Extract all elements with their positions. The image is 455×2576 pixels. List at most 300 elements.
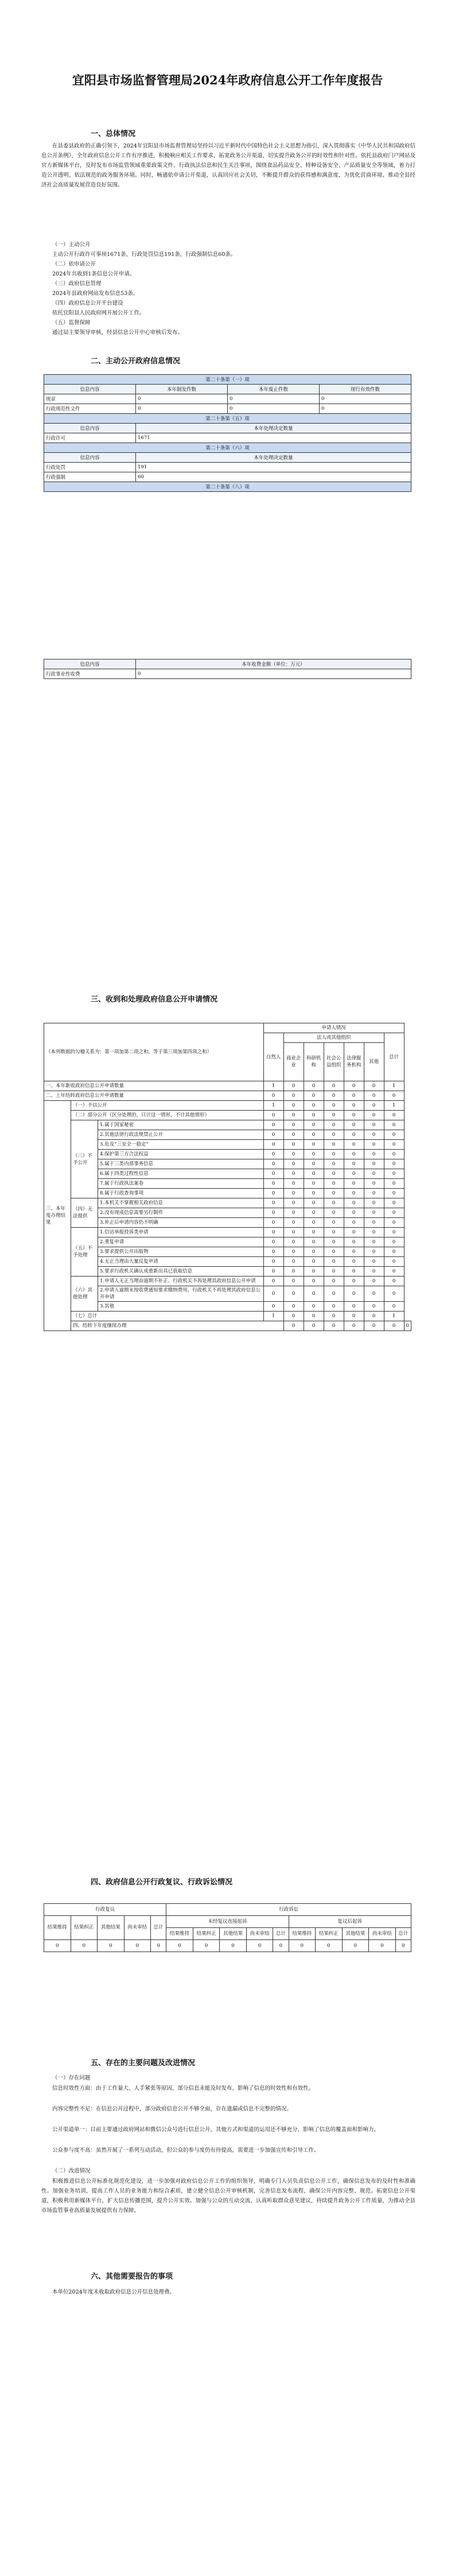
table-row [44,1101,411,1111]
cell: 0 [324,1189,344,1198]
cell: 0 [283,1302,304,1312]
band-item-8: 第二十条第（八）项 [44,482,411,492]
cell: 0 [304,1179,324,1189]
table-row [44,1140,411,1150]
cell: 0 [283,1159,304,1169]
cell: 0 [151,1940,166,1952]
cell: 191 [136,463,411,472]
row-label: 3.其他 [98,1302,264,1312]
overview-item: 2024年县政府网站发布信息53条。 [52,290,139,297]
cell: 0 [124,1940,151,1952]
table-row [44,404,411,414]
cell: 0 [283,1321,304,1331]
table-row [44,472,411,482]
table-row [44,1267,411,1277]
col-header: 本年处理决定数量 [136,424,411,433]
cell: 0 [304,1218,324,1228]
cell: 0 [304,1169,324,1179]
cell: 0 [384,1247,404,1257]
cell: 0 [263,1267,283,1277]
table-row [44,1169,411,1179]
cell: 规章 [44,394,136,404]
cell: 0 [344,1091,364,1101]
row-label: 3.危及“三安全一稳定” [98,1140,264,1150]
cell: 0 [304,1208,324,1218]
cell: 1 [384,1101,404,1111]
row-label: 四、结转下年度继续办理 [71,1321,284,1331]
improvement-paragraph: 积极推进信息公开标准化规范化建设，进一步加强对政府信息公开工作的组织领导，明确专门人员负责信息公开工作，确保信息发布的及时性和准确性。加强业务培训，提高工作人员的业务能力和综合素质，建立健全信息公开审核机制，完善信息发布流程，确保公开内容完整、规范。拓宽信息公开渠道，积极利用新媒体平台，扩大信息传播范围，提升公开实效。加强与公众的互动交流，认真听取群众意见建议，持续提升政务公开工作质量，为推动全县市场监管事业高质量发展提供有力保障。 [41,2178,415,2214]
col-header: 结果维持 [44,1916,71,1940]
problem-paragraph: 公开渠道单一：目前主要通过政府网站和微信公众号进行信息公开，其他方式和渠道的运用还不够充分，影响了信息的覆盖面和影响力。 [52,2127,380,2133]
row-label: 一、本年新收政府信息公开申请数量 [44,1081,264,1091]
cell: 0 [283,1257,304,1267]
cell: 0 [283,1140,304,1150]
cell: 0 [384,1228,404,1237]
table-row [44,463,411,472]
cell: 0 [369,1940,396,1952]
cell: 0 [344,1198,364,1208]
cell: 0 [304,1237,324,1247]
cell: 0 [324,1257,344,1267]
cell: 0 [273,1940,289,1952]
row-label: 2.没有现成信息需要另行制作 [98,1208,264,1218]
cell: 0 [283,1228,304,1237]
cell: 0 [228,394,320,404]
cell: 0 [136,669,411,679]
cell: 0 [304,1228,324,1237]
cell: 0 [364,1286,384,1302]
col-header: 信息内容 [44,453,136,463]
cell: 0 [324,1198,344,1208]
cell: 0 [283,1312,304,1321]
row-label: 6.属于四类过程性信息 [98,1169,264,1179]
cell: 0 [344,1321,364,1331]
row-label: （二）部分公开（区分处理的，只计这一情形，不计其他情形） [71,1111,264,1120]
col-header: 结果纠正 [316,1928,343,1940]
cell: 0 [344,1277,364,1286]
cell: 0 [364,1257,384,1267]
cell: 0 [344,1237,364,1247]
table-row [44,1247,411,1257]
cell: 0 [344,1267,364,1277]
cell: 1671 [136,433,411,443]
cell: 1 [263,1081,283,1091]
cell: 0 [304,1111,324,1120]
section-4-heading: 四、政府信息公开行政复议、行政诉讼情况 [91,1878,233,1887]
cell: 行政事业性收费 [44,669,136,679]
cell: 1 [384,1312,404,1321]
cell: 0 [304,1267,324,1277]
cell: 0 [384,1140,404,1150]
col-header: 信息内容 [44,385,136,394]
cell: 0 [364,1179,384,1189]
col-header: 总计 [151,1916,166,1940]
cell: 0 [263,1130,283,1140]
cell: 0 [263,1159,283,1169]
col-header: 结果纠正 [71,1916,98,1940]
cell: 0 [364,1198,384,1208]
table-row [44,1189,411,1198]
cell: 0 [364,1247,384,1257]
cell: 0 [344,1169,364,1179]
col-header: 本年制发件数 [136,385,228,394]
cell: 0 [324,1130,344,1140]
cell: 0 [263,1111,283,1120]
problem-paragraph: 信息时效性方面：由于工作量大、人手紧张等原因，部分信息未能及时发布，影响了信息的时效性和有效性。 [52,2085,314,2092]
cell: 0 [283,1189,304,1198]
row-label: 5.要求行政机关确认或重新出具已获取信息 [98,1267,264,1277]
col-header: 总计 [273,1928,289,1940]
cell: 0 [283,1130,304,1140]
col-header: 其他结果 [220,1928,247,1940]
cell: 0 [263,1286,283,1302]
cell: 1 [384,1081,404,1091]
band-item-5: 第二十条第（五）项 [44,414,411,424]
col-header: 结果维持 [166,1928,193,1940]
cell: 0 [304,1302,324,1312]
cell: 0 [364,1189,384,1198]
col-header: 信息内容 [44,424,136,433]
cell: 0 [263,1169,283,1179]
overview-item: （五）监督保障 [52,320,91,326]
cell: 0 [364,1159,384,1169]
row-label: 8.属于行政查询事项 [98,1189,264,1198]
cell: 0 [283,1179,304,1189]
cell: 0 [283,1091,304,1101]
col-header: 本年废止件数 [228,385,320,394]
cell: 1 [263,1101,283,1111]
cell: 0 [283,1150,304,1159]
cell: 0 [304,1312,324,1321]
cell: 0 [364,1302,384,1312]
cell: 0 [304,1198,324,1208]
cell: 0 [384,1257,404,1267]
cell: 0 [324,1247,344,1257]
cell: 0 [324,1169,344,1179]
cell: 0 [304,1286,324,1302]
cell: 0 [324,1208,344,1218]
cell: 0 [263,1091,283,1101]
table-row [44,669,411,679]
col-header: 本年处理决定数量 [136,453,411,463]
row-label: 2.重复申请 [98,1237,264,1247]
cell: 0 [344,1179,364,1189]
cell: 0 [304,1257,324,1267]
cell: 0 [384,1169,404,1179]
row-label: 二、上年结转政府信息公开申请数量 [44,1091,264,1101]
cell: 0 [304,1189,324,1198]
corner-note: （本列数据的勾稽关系为：第一项加第二项之和，等于第三项加第四项之和） [44,1023,264,1081]
cell: 0 [344,1257,364,1267]
cell: 0 [404,1321,411,1331]
overview-item: （三）政府信息管理 [52,281,102,287]
cell: 0 [283,1101,304,1111]
cell: 0 [384,1198,404,1208]
cell: 0 [384,1111,404,1120]
col-header: 其他 [364,1043,384,1081]
problem-paragraph: 内容完整性不足：在信息公开过程中，部分政府信息公开不够全面，存在遗漏或信息不完整的情况。 [52,2106,293,2112]
col-header: 其他结果 [98,1916,125,1940]
cell: 0 [324,1159,344,1169]
cell: 行政许可 [44,433,136,443]
row-label: 7.属于行政执法案卷 [98,1179,264,1189]
band-item-6: 第二十条第（六）项 [44,443,411,453]
row-label: 3.补正后申请内容仍不明确 [98,1218,264,1228]
cell: 0 [263,1208,283,1218]
applicant-header: 申请人情况 [263,1023,404,1033]
cell: 0 [324,1277,344,1286]
table-row [44,1237,411,1247]
cell: 0 [304,1101,324,1111]
cell: 0 [263,1198,283,1208]
cell: 0 [324,1228,344,1237]
cell: 0 [384,1286,404,1302]
col-header: 其他结果 [342,1928,369,1940]
row-label: （一）予以公开 [71,1101,264,1111]
cell: 0 [364,1130,384,1140]
legal-header: 法人或其他组织 [283,1033,384,1043]
cell: 0 [384,1321,404,1331]
overview-intro: 在县委县政府的正确引领下，2024年宜阳县市场监督管理局坚持以习近平新时代中国特色社会主义思想为指引，深入贯彻落实《中华人民共和国政府信息公开条例》，全年政府信息公开工作有序推进，积极响应相关工作要求，拓宽政务公开渠道，切实提升政务公开的时效性和针对性。依托县政府门户网站及官方新媒体平台，及时发布市场监管领域重要政策文件、行政执法信息和民生关注事项，围绕食品药品安全、特种设备安全、产品质量安全等领域，着力打造公开透明、依法规范的政务服务环境。同时，畅通依申请公开渠道，认真回应社会关切，不断提升群众的获得感和满意度，为优化营商环境、推动全县经济社会高质量发展营造良好氛围。 [41,143,415,188]
table-row [44,1321,411,1331]
col-header: 尚未审结 [124,1916,151,1940]
cell: 0 [364,1169,384,1179]
cell: 行政强制 [44,472,136,482]
cell: 0 [44,1940,71,1952]
cell: 0 [263,1247,283,1257]
cell: 0 [384,1150,404,1159]
cell: 0 [384,1091,404,1101]
overview-item: 依托宜阳县人民政府网开展公开工作。 [52,310,145,316]
review-header: 行政复议 [44,1904,166,1916]
cell: 0 [364,1111,384,1120]
section-2-heading: 二、主动公开政府信息情况 [91,357,181,366]
cell: 0 [263,1150,283,1159]
cell: 0 [364,1120,384,1130]
cell: 0 [304,1277,324,1286]
cell: 0 [364,1321,384,1331]
cell: 0 [263,1189,283,1198]
table-row [44,1218,411,1228]
cell: 0 [324,1321,344,1331]
cell: 0 [364,1237,384,1247]
cell: 0 [324,1267,344,1277]
cell: 60 [136,472,411,482]
cell: 0 [324,1101,344,1111]
cell: 0 [364,1277,384,1286]
row-label: 2.其他法律行政法规禁止公开 [98,1130,264,1140]
cell: 0 [283,1081,304,1091]
overview-item: （四）政府信息公开平台建设 [52,300,123,307]
cell: 0 [344,1312,364,1321]
col-header: 本年收费金额（单位：万元） [136,659,411,669]
direct-suit-header: 未经复议直接起诉 [166,1916,289,1928]
cell: 0 [263,1228,283,1237]
cell: 0 [283,1247,304,1257]
row-label: 1.属于国家秘密 [98,1120,264,1130]
cell: 0 [344,1218,364,1228]
cell: 0 [283,1277,304,1286]
cell: 0 [263,1257,283,1267]
cell: 0 [324,1111,344,1120]
cell: 0 [384,1179,404,1189]
cell: 0 [364,1208,384,1218]
cell: 0 [304,1091,324,1101]
cell: 0 [283,1169,304,1179]
cell: 0 [364,1091,384,1101]
col-header: 尚未审结 [369,1928,396,1940]
col-header: 现行有效件数 [320,385,411,394]
cell: 0 [246,1940,273,1952]
table-row [44,1302,411,1312]
cell: 0 [304,1247,324,1257]
review-lawsuit-table [44,1903,411,1952]
col-header: 信息内容 [44,659,136,669]
lawsuit-header: 行政诉讼 [166,1904,411,1916]
cell: 0 [364,1150,384,1159]
cell: 0 [324,1179,344,1189]
table-row [44,1228,411,1237]
cell: 0 [344,1101,364,1111]
row-label: 4.无正当理由大量反复申请 [98,1257,264,1267]
cell: 0 [324,1120,344,1130]
cell: 0 [71,1940,98,1952]
cell: 0 [344,1208,364,1218]
table-row [44,1286,411,1302]
cell: 0 [395,1940,411,1952]
table-row [44,1081,411,1091]
cell: 行政处罚 [44,463,136,472]
table-row [44,1120,411,1130]
section-1-heading: 一、总体情况 [91,130,136,138]
overview-item: （二）依申请公开 [52,261,96,267]
cell: 0 [98,1940,125,1952]
col-header: 结果纠正 [193,1928,220,1940]
cell: 0 [136,394,228,404]
cell: 0 [384,1130,404,1140]
cell: 0 [304,1140,324,1150]
report-title: 宜阳县市场监督管理局2024年政府信息公开工作年度报告 [72,73,383,87]
row-label: 1.信访举报投诉类申请 [98,1228,264,1237]
cell: 0 [304,1120,324,1130]
cell: 0 [166,1940,193,1952]
cell: 0 [263,1179,283,1189]
table-row [44,1198,411,1208]
cell: 0 [324,1218,344,1228]
cell: 0 [220,1940,247,1952]
cell: 0 [283,1198,304,1208]
cell: 0 [344,1140,364,1150]
row-label: 1.本机关不掌握相关政府信息 [98,1198,264,1208]
row-label: 1.申请人无正当理由逾期不补正、行政机关不再处理其政府信息公开申请 [98,1277,264,1286]
cell: 0 [344,1159,364,1169]
section-3-heading: 三、收到和处理政府信息公开申请情况 [91,995,218,1004]
cell: 0 [320,404,411,414]
cell: 0 [304,1130,324,1140]
cell: 0 [344,1286,364,1302]
cell: 0 [320,394,411,404]
cell: 1 [263,1312,283,1321]
cell: 0 [384,1267,404,1277]
cell: 0 [344,1111,364,1120]
cell: 0 [344,1120,364,1130]
col-header: 尚未审结 [246,1928,273,1940]
table-row [44,1208,411,1218]
group-label: （四）无法提供 [71,1198,98,1228]
cell: 0 [283,1208,304,1218]
cell: 0 [364,1218,384,1228]
application-table [44,1023,411,1331]
cell: 0 [283,1286,304,1302]
table-row [44,1257,411,1267]
cell: 0 [263,1120,283,1130]
table-row [44,1179,411,1189]
group-label: （五）不予处理 [71,1228,98,1277]
table-row [44,1111,411,1120]
cell: 0 [364,1081,384,1091]
fee-table [44,659,411,679]
row-label: 3.要求提供公开出版物 [98,1247,264,1257]
overview-item: （一）主动公开 [52,242,91,248]
improvements-subheading: （二）改进情况 [52,2168,91,2174]
row-label: 5.属于三类内部事务信息 [98,1159,264,1169]
cell: 0 [324,1237,344,1247]
natural-person-header: 自然人 [263,1033,283,1081]
overview-item: 主动公开行政许可事项1671条，行政处罚信息191条，行政强制信息60条。 [52,251,236,258]
cell: 0 [324,1150,344,1159]
cell: 0 [364,1267,384,1277]
cell: 0 [384,1302,404,1312]
table-row [44,1091,411,1101]
cell: 0 [364,1228,384,1237]
cell: 0 [263,1218,283,1228]
cell: 0 [344,1150,364,1159]
col-header: 科研机构 [304,1043,324,1081]
cell: 0 [324,1286,344,1302]
cell: 行政规范性文件 [44,404,136,414]
problems-subheading: （一）存在问题 [52,2075,91,2081]
cell: 0 [344,1081,364,1091]
cell: 0 [384,1159,404,1169]
cell: 0 [283,1267,304,1277]
cell: 0 [263,1237,283,1247]
section-5-heading: 五、存在的主要问题及改进情况 [91,2059,196,2067]
col-header: 法律服务机构 [344,1043,364,1081]
table-row [44,1130,411,1140]
col-header: 社会公益组织 [324,1043,344,1081]
after-review-header: 复议后起诉 [289,1916,411,1928]
table-row [44,1312,411,1321]
cell: 0 [304,1081,324,1091]
cell: 0 [384,1208,404,1218]
cell: 0 [263,1140,283,1150]
cell: 0 [283,1120,304,1130]
table-row [44,1277,411,1286]
cell: 0 [344,1302,364,1312]
cell: 0 [364,1101,384,1111]
group-label: （三）不予公开 [71,1120,98,1198]
col-header: 商业企业 [283,1043,304,1081]
group-label: （六）其他处理 [71,1277,98,1312]
cell: 0 [283,1111,304,1120]
col-header: 总计 [395,1928,411,1940]
cell: 0 [304,1321,324,1331]
active-disclosure-table [44,374,411,492]
cell: 0 [304,1150,324,1159]
cell: 0 [324,1081,344,1091]
cell: 0 [384,1120,404,1130]
table-row [44,1940,411,1952]
